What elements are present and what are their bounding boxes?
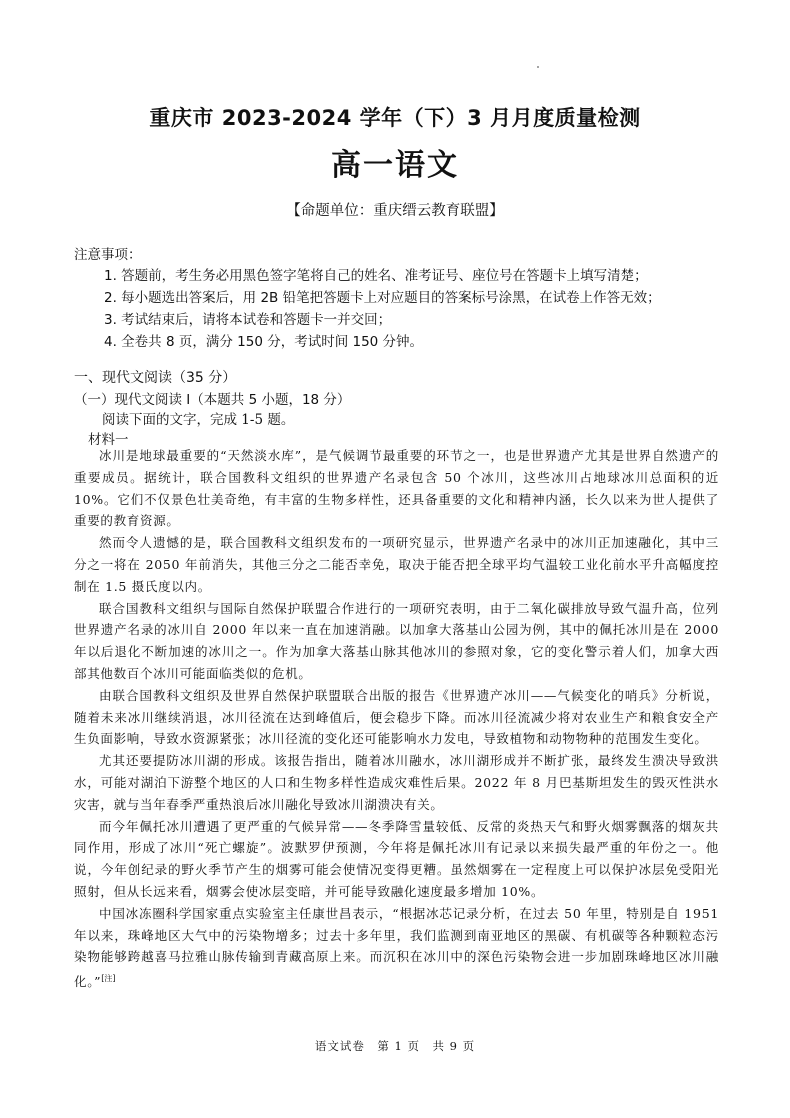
notice-item: 4. 全卷共 8 页，满分 150 分，考试时间 150 分钟。 (104, 334, 424, 350)
material-text (74, 445, 719, 993)
notice-heading: 注意事项： (74, 247, 142, 263)
paragraph: 而今年佩托冰川遭遇了更严重的气候异常——冬季降雪量较低、反常的炎热天气和野火烟雾飘落的烟灰共同作用，形成了冰川“死亡螺旋”。波默罗伊预测，今年将是佩托冰川有记录以来损失最严重的年份之一。他说，今年创纪录的野火季节产生的烟雾可能会使情况变得更糟。虽然烟雾在一定程度上可以保护冰层免受阳光照射，但从长远来看，烟雾会使冰层变暗，并可能导致融化速度最多增加 10%。 (74, 818, 719, 899)
notice-item: 1. 答题前，考生务必用黑色签字笔将自己的姓名、准考证号、座位号在答题卡上填写清楚； (104, 268, 648, 284)
paragraph: 联合国教科文组织与国际自然保护联盟合作进行的一项研究表明，由于二氧化碳排放导致气温升高，位列世界遗产名录的冰川自 2000 年以来一直在加速消融。以加拿大落基山公园为例，其中的佩托冰川是在 2000 年以后退化不断加速的冰川之一。作为加拿大落基山脉其他冰川的参照对象，它的变化警示着人们，加拿大西部其他数百个冰川可能面临类似的危机。 (74, 600, 719, 681)
speck-mark (537, 66, 539, 68)
issuing-organization: 【命题单位：重庆缙云教育联盟】 (286, 203, 504, 219)
paragraph: 尤其还要提防冰川湖的形成。该报告指出，随着冰川融水，冰川湖形成并不断扩张，最终发生溃决导致洪水，可能对湖泊下游整个地区的人口和生物多样性造成灾难性后果。2022 年 8 月巴基斯坦发生的毁灭性洪水灾害，就与当年春季严重热浪后冰川融化导致冰川湖溃决有关。 (74, 753, 719, 812)
paragraph: 然而令人遗憾的是，联合国教科文组织发布的一项研究显示，世界遗产名录中的冰川正加速融化，其中三分之一将在 2050 年前消失，其他三分之二能否幸免，取决于能否把全球平均气温较工业化前水平升高幅度控制在 1.5 摄氏度以内。 (74, 535, 719, 594)
section-title: 一、现代文阅读（35 分） (74, 370, 237, 386)
subject-title: 高一语文 (331, 148, 459, 183)
notice-list (104, 265, 764, 353)
paragraph: 由联合国教科文组织及世界自然保护联盟联合出版的报告《世界遗产冰川——气候变化的哨兵》分析说，随着未来冰川继续消退，冰川径流在达到峰值后，便会稳步下降。而冰川径流减少将对农业生产和粮食安全产生负面影响，导致水资源紧张；冰川径流的变化还可能影响水力发电，导致植物和动物物种的范围发生变化。 (74, 687, 719, 747)
material-label: 材料一 (88, 432, 129, 448)
paragraph: 冰川是地球最重要的“天然淡水库”，是气候调节最重要的环节之一，也是世界遗产尤其是世界自然遗产的重要成员。据统计，联合国教科文组织的世界遗产名录包含 50 个冰川，这些冰川占地球冰川总面积的近 10%。它们不仅景色壮美奇绝，有丰富的生物多样性，还具备重要的文化和精神内涵，长久以来为世人提供了重要的教育资源。 (74, 448, 719, 529)
notice-item: 3. 考试结束后，请将本试卷和答题卡一并交回； (104, 312, 392, 328)
exam-title: 重庆市 2023-2024 学年（下）3 月月度质量检测 (149, 106, 641, 130)
notice-item: 2. 每小题选出答案后，用 2B 铅笔把答题卡上对应题目的答案标号涂黑，在试卷上作答无效； (104, 290, 661, 306)
subsection-title: （一）现代文阅读 I（本题共 5 小题，18 分） (74, 392, 351, 408)
paragraph-text: 中国冰冻圈科学国家重点实验室主任康世昌表示，“根据冰芯记录分析，在过去 50 年里，特别是自 1951 年以来，珠峰地区大气中的污染物增多；过去十多年里，我们监测到南亚地区的黑碳、有机碳等各种颗粒态污染物能够跨越喜马拉雅山脉传输到青藏高原上来。而沉积在冰川中的深色污染物会进一步加剧珠峰地区冰川融化。” (74, 905, 719, 990)
reading-instruction: 阅读下面的文字，完成 1-5 题。 (102, 412, 295, 428)
paragraph-last (74, 903, 719, 993)
footnote-marker: [注] (101, 974, 116, 984)
page-footer: 语文试卷 第 1 页 共 9 页 (314, 1039, 476, 1053)
